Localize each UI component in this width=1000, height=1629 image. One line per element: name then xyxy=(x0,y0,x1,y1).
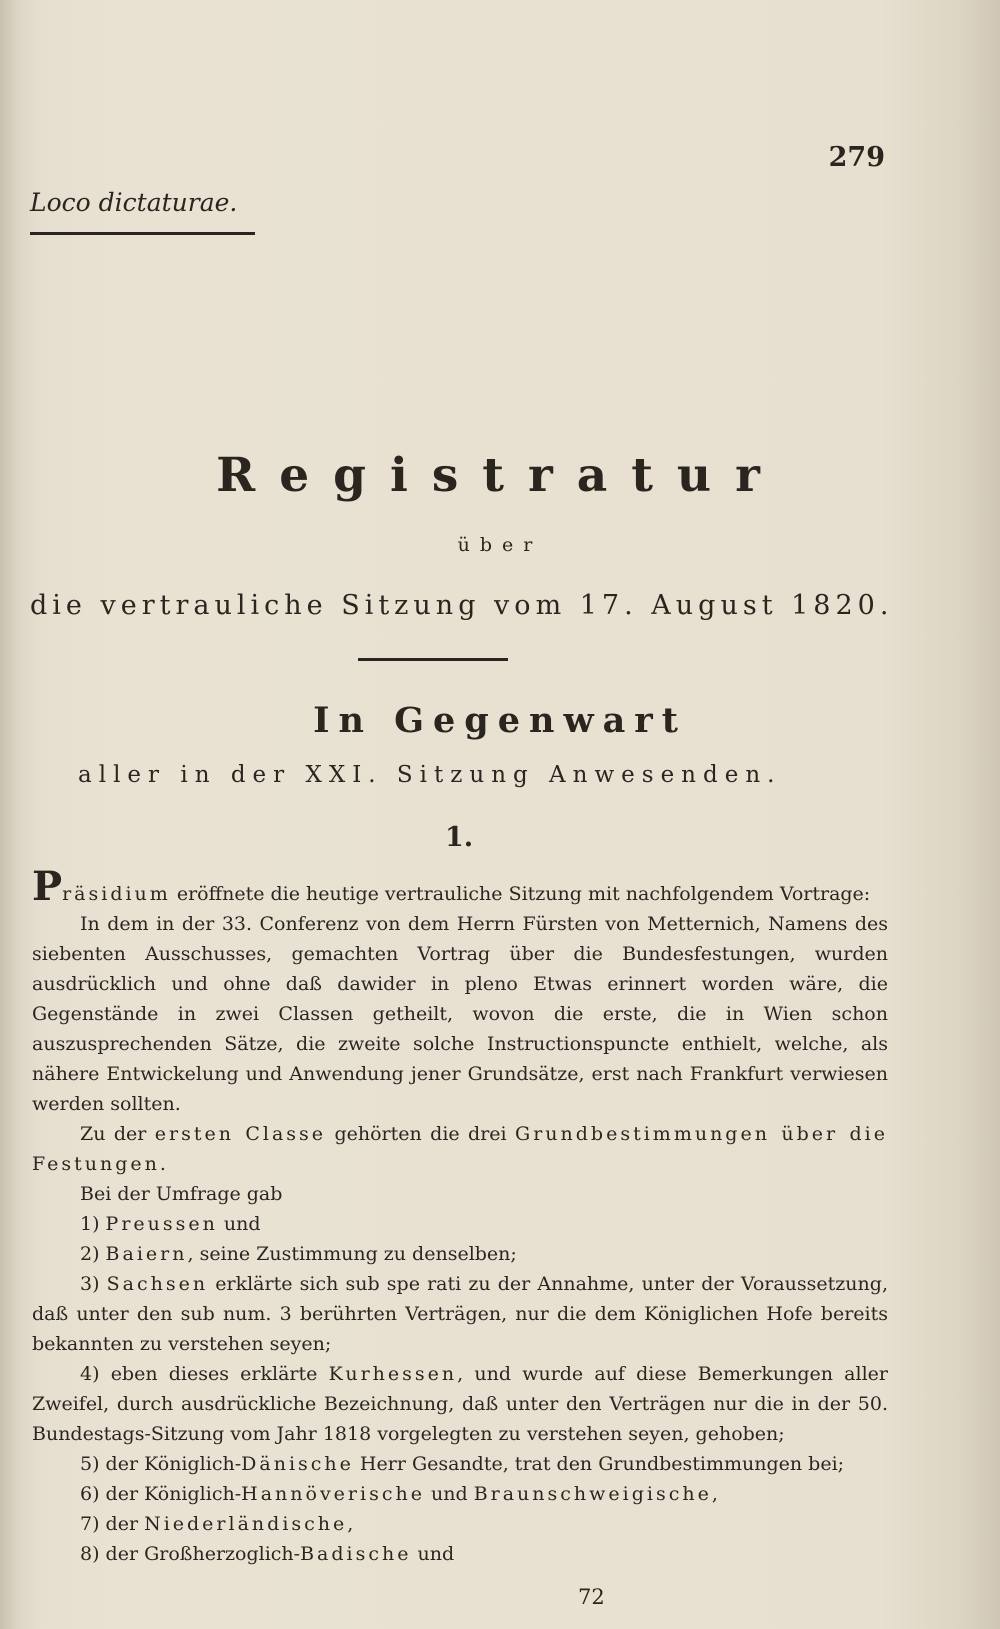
session-date-line: die vertrauliche Sitzung vom 17. August 1820. xyxy=(30,590,894,621)
page-number: 279 xyxy=(828,142,885,173)
list-item: 5) der Königlich-Dänische Herr Gesandte, trat den Grundbestimmungen bei; xyxy=(80,1453,845,1475)
title-subheading: über xyxy=(457,534,543,556)
list-item: 6) der Königlich-Hannöverische und Braunschweigische, xyxy=(80,1483,718,1505)
section-number: 1. xyxy=(445,822,474,853)
list-item: 1) Preussen und xyxy=(80,1213,261,1235)
section-divider xyxy=(358,658,508,661)
attendance-subheading: aller in der XXI. Sitzung Anwesenden. xyxy=(78,762,782,788)
signature-number: 72 xyxy=(578,1585,605,1609)
paragraph-opening: Präsidium eröffnete die heutige vertrauliche Sitzung mit nachfolgendem Vortrage: xyxy=(32,863,871,910)
drop-cap: P xyxy=(32,863,63,910)
heading-underline xyxy=(30,232,255,235)
list-item: 7) der Niederländische, xyxy=(80,1513,354,1535)
paragraph-first-class: Zu der ersten Classe gehörten die drei Grundbestimmungen über die Festungen. xyxy=(32,1123,888,1175)
list-item: 2) Baiern, seine Zustimmung zu denselben; xyxy=(80,1243,517,1265)
paragraph-conference: In dem in der 33. Conferenz von dem Herrn Fürsten von Metternich, Namens des siebenten Ausschusses, gemachten Vortrag über die Bundesfestungen, wurden ausdrücklich und ohne daß dawider in pleno Etwas erinnert worden wäre, die Gegenstände in zwei Classen getheilt, wovon die erste, die in Wien schon auszusprechenden Sätze, die zweite solche Instructionspuncte enthielt, welche, als nähere Entwickelung und Anwendung jener Grundsätze, erst nach Frankfurt verwiesen werden sollten. xyxy=(32,913,888,1115)
attendance-heading: In Gegenwart xyxy=(313,700,687,741)
list-item: 8) der Großherzoglich-Badische und xyxy=(80,1543,455,1565)
list-item: 3) Sachsen erklärte sich sub spe rati zu der Annahme, unter der Voraussetzung, daß unter den sub num. 3 berührten Verträgen, nur die dem Königlichen Hofe bereits bekannten zu verstehen seyen; xyxy=(32,1273,888,1355)
document-title: Registratur xyxy=(216,448,784,503)
body-text xyxy=(32,863,888,1569)
paragraph-umfrage: Bei der Umfrage gab xyxy=(80,1183,283,1205)
loco-dictaturae-heading: Loco dictaturae. xyxy=(30,188,238,217)
list-item: 4) eben dieses erklärte Kurhessen, und wurde auf diese Bemerkungen aller Zweifel, durch ausdrückliche Bezeichnung, daß unter den Verträgen nur die in der 50. Bundestags-Sitzung vom Jahr 1818 vorgelegten zu verstehen seyen, gehoben; xyxy=(32,1363,888,1445)
